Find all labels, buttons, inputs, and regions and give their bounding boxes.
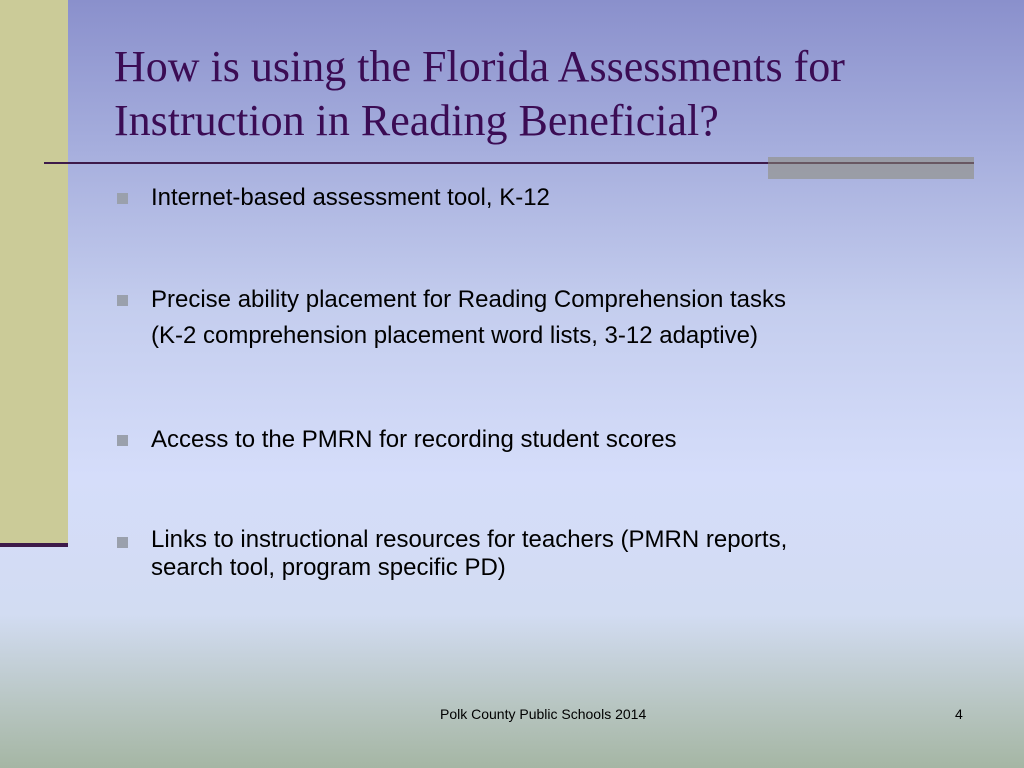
bullet-item	[113, 284, 933, 356]
square-bullet-icon	[117, 435, 128, 446]
bullet-text: Access to the PMRN for recording student scores	[151, 426, 677, 453]
bullet-text: Precise ability placement for Reading Comprehension tasks	[151, 286, 786, 313]
bullet-text-continued: search tool, program specific PD)	[151, 554, 506, 581]
bullet-item	[113, 182, 933, 214]
footer-text: Polk County Public Schools 2014	[440, 706, 647, 722]
square-bullet-icon	[117, 295, 128, 306]
title-accent-bar	[768, 157, 974, 179]
bullet-item	[113, 424, 933, 456]
bullet-list	[113, 182, 933, 582]
page-number: 4	[955, 706, 963, 722]
bullet-item	[113, 526, 933, 582]
bullet-text: Links to instructional resources for teachers (PMRN reports,	[151, 526, 788, 553]
bullet-text: Internet-based assessment tool, K-12	[151, 184, 550, 211]
left-decor-band	[0, 0, 68, 546]
bullet-text-continued: (K-2 comprehension placement word lists, 3-12 adaptive)	[151, 322, 758, 349]
square-bullet-icon	[117, 193, 128, 204]
slide-title: How is using the Florida Assessments for Instruction in Reading Beneficial?	[114, 42, 845, 145]
left-decor-rule	[0, 543, 68, 547]
square-bullet-icon	[117, 537, 128, 548]
